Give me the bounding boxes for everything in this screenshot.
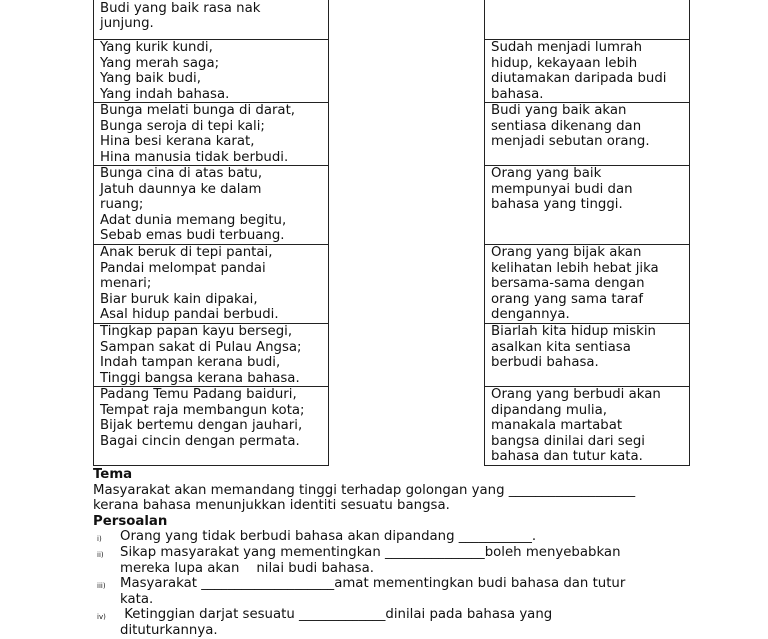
persoalan-heading: Persoalan xyxy=(93,513,168,529)
cell-line: Yang kurik kundi, xyxy=(100,40,213,55)
item-line: Orang yang tidak berbudi bahasa akan dipandang ___________. xyxy=(120,529,537,545)
cell-line: Hina manusia tidak berbudi. xyxy=(100,149,289,165)
cell-line: Yang indah bahasa. xyxy=(100,86,230,102)
cell-line: Budi yang baik rasa nak xyxy=(100,0,261,16)
left-cell xyxy=(93,103,329,166)
right-cell xyxy=(484,245,690,324)
right-cell xyxy=(484,324,690,387)
cell-line: Hina besi kerana karat, xyxy=(100,134,255,150)
persoalan-item xyxy=(93,576,733,607)
cell-line: Orang yang berbudi akan xyxy=(491,387,661,402)
cell-line: dipandang mulia, xyxy=(491,402,607,418)
cell-line: ruang; xyxy=(100,197,144,213)
right-cell xyxy=(484,103,690,166)
cell-line: bersama-sama dengan xyxy=(491,276,645,292)
cell-line: junjung. xyxy=(100,16,154,32)
cell-line: Bunga seroja di tepi kali; xyxy=(100,118,265,134)
left-cell xyxy=(93,324,329,387)
tema-heading: Tema xyxy=(93,467,133,482)
cell-line: Biarlah kita hidup miskin xyxy=(491,324,656,339)
cell-line: Orang yang baik xyxy=(491,166,602,181)
cell-line: Orang yang bijak akan xyxy=(491,245,642,260)
cell-line: menari; xyxy=(100,276,152,292)
right-cell xyxy=(484,0,690,40)
persoalan-item xyxy=(93,529,733,545)
cell-line: manakala martabat xyxy=(491,418,623,434)
left-cell xyxy=(93,166,329,245)
cell-line: Sampan sakat di Pulau Angsa; xyxy=(100,339,302,355)
tema-line-2: kerana bahasa menunjukkan identiti sesuatu bangsa. xyxy=(93,498,450,514)
cell-line: Tingkap papan kayu bersegi, xyxy=(100,324,293,339)
cell-line: Asal hidup pandai berbudi. xyxy=(100,307,279,323)
cell-line: bahasa yang tinggi. xyxy=(491,197,623,213)
item-number: i) xyxy=(97,535,102,544)
item-number: iii) xyxy=(97,582,106,591)
cell-line: Bagai cincin dengan permata. xyxy=(100,433,300,449)
cell-line: Yang merah saga; xyxy=(100,55,220,71)
left-cell xyxy=(93,245,329,324)
cell-line: bahasa. xyxy=(491,86,544,102)
cell-line: Indah tampan kerana budi, xyxy=(100,355,281,371)
item-line: kata. xyxy=(120,591,154,607)
cell-line: hidup, kekayaan lebih xyxy=(491,55,638,71)
cell-line: orang yang sama taraf xyxy=(491,291,644,307)
item-line: dituturkannya. xyxy=(120,622,218,638)
cell-line: berbudi bahasa. xyxy=(491,355,599,371)
table-right-column xyxy=(484,0,690,466)
cell-line: Tempat raja membangun kota; xyxy=(100,402,305,418)
cell-line: diutamakan daripada budi xyxy=(491,71,667,87)
left-cell xyxy=(93,0,329,40)
notes-section xyxy=(93,467,733,639)
tema-line-1: Masyarakat akan memandang tinggi terhadap golongan yang ___________________ xyxy=(93,482,636,498)
cell-line: Jatuh daunnya ke dalam xyxy=(100,181,262,197)
cell-line: dengannya. xyxy=(491,307,570,323)
cell-line: Biar buruk kain dipakai, xyxy=(100,291,258,307)
cell-line: Budi yang baik akan xyxy=(491,103,627,118)
item-line: Masyarakat ____________________amat mementingkan budi bahasa dan tutur xyxy=(120,576,626,592)
item-line: Ketinggian darjat sesuatu _____________dinilai pada bahasa yang xyxy=(120,607,553,623)
cell-line: Bunga cina di atas batu, xyxy=(100,166,263,181)
cell-line: Sudah menjadi lumrah xyxy=(491,40,642,55)
right-cell xyxy=(484,166,690,245)
left-cell xyxy=(93,40,329,103)
item-line: mereka lupa akan nilai budi bahasa. xyxy=(120,560,374,576)
right-cell xyxy=(484,387,690,466)
cell-line: Yang baik budi, xyxy=(100,71,201,87)
cell-line: asalkan kita sentiasa xyxy=(491,339,631,355)
cell-line: Padang Temu Padang baiduri, xyxy=(100,387,297,402)
cell-line: Anak beruk di tepi pantai, xyxy=(100,245,273,260)
item-number: iv) xyxy=(97,613,106,622)
table-left-column xyxy=(93,0,329,466)
cell-line: Adat dunia memang begitu, xyxy=(100,212,287,228)
cell-line: sentiasa dikenang dan xyxy=(491,118,642,134)
right-cell xyxy=(484,40,690,103)
item-line: Sikap masyarakat yang mementingkan _______________boleh menyebabkan xyxy=(120,544,621,560)
cell-line: kelihatan lebih hebat jika xyxy=(491,260,659,276)
cell-line: bangsa dinilai dari segi xyxy=(491,433,645,449)
item-number: ii) xyxy=(97,550,104,559)
cell-line: Sebab emas budi terbuang. xyxy=(100,228,285,244)
cell-line: Pandai melompat pandai xyxy=(100,260,266,276)
persoalan-item xyxy=(93,545,733,576)
cell-line: Bunga melati bunga di darat, xyxy=(100,103,296,118)
cell-line: Tinggi bangsa kerana bahasa. xyxy=(100,370,300,386)
left-cell xyxy=(93,387,329,466)
cell-line: menjadi sebutan orang. xyxy=(491,134,650,150)
cell-line: Bijak bertemu dengan jauhari, xyxy=(100,418,303,434)
persoalan-item xyxy=(93,607,733,638)
cell-line: mempunyai budi dan xyxy=(491,181,633,197)
persoalan-list xyxy=(93,529,733,638)
cell-line: bahasa dan tutur kata. xyxy=(491,449,643,465)
